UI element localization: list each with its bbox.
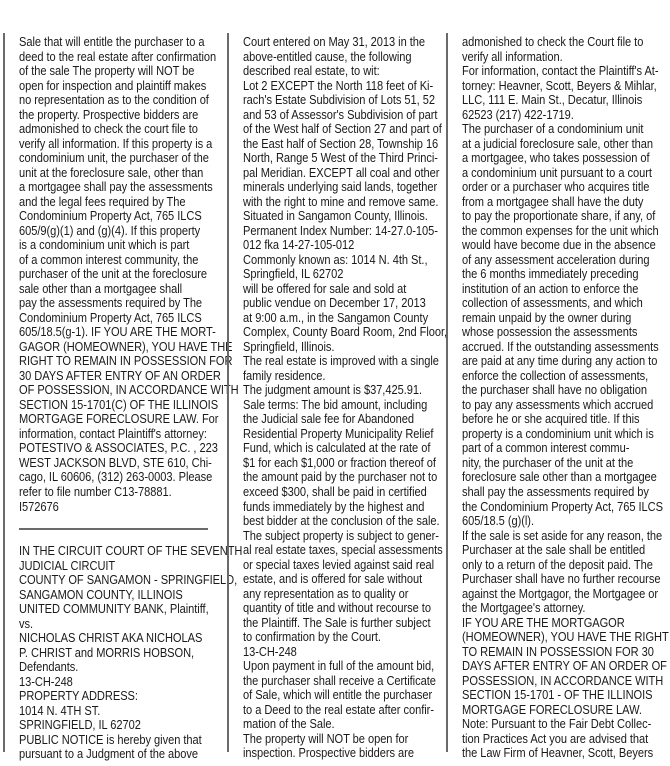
- notice-text-line: Note: Pursuant to the Fair Debt Collec-: [462, 716, 652, 732]
- notice-text-line: 605/18.5 (g)(l).: [462, 513, 534, 529]
- notice-text-line: Sale that will entitle the purchaser to a: [19, 34, 205, 49]
- notice-text-line: family residence.: [243, 367, 326, 383]
- notice-text-line: against the Mortgagor, the Mortgagee or: [462, 585, 659, 601]
- notice-text-line: would have become due in the absence: [462, 237, 656, 253]
- notice-text-line: verify all information. If this property is a: [19, 135, 213, 151]
- notice-text-line: the East half of Section 28, Township 16: [243, 135, 439, 151]
- notice-text-line: 30 DAYS AFTER ENTRY OF AN ORDER: [19, 367, 221, 383]
- notice-text-line: quantity of title and without recourse to: [243, 600, 431, 616]
- notice-text-line: 13-CH-248: [19, 673, 73, 689]
- notice-text-line: PUBLIC NOTICE is hereby given that: [19, 731, 202, 747]
- notice-text-line: shall pay the assessments required by: [462, 483, 649, 499]
- notice-text-line: The subject property is subject to gener-: [243, 527, 439, 543]
- notice-text-line: MORTGAGE FORECLOSURE LAW. For: [19, 411, 219, 427]
- notice-text-line: the common expenses for the unit which: [462, 222, 659, 238]
- notice-text-line: For information, contact the Plaintiff's At-: [462, 63, 659, 79]
- notice-text-line: SECTION 15-1701 - OF THE ILLINOIS: [462, 687, 653, 703]
- notice-text-line: are paid at any time during any action to: [462, 353, 658, 369]
- notice-text-line: admonished to check the Court file to: [462, 34, 644, 49]
- notice-text-line: enforce the collection of assessments,: [462, 367, 649, 383]
- notice-text-line: I572676: [19, 498, 59, 514]
- notice-text-line: Purchaser shall have no further recourse: [462, 571, 661, 587]
- notice-text-line: before he or she acquired title. If this: [462, 411, 640, 427]
- notice-text-line: only to a return of the deposit paid. The: [462, 556, 653, 572]
- notice-text-line: a mortgagee, who takes possession of: [462, 150, 650, 166]
- notice-text-line: tion Practices Act you are advised that: [462, 730, 649, 746]
- notice-text-line: a mortgagee shall pay the assessments: [19, 179, 213, 195]
- notice-text-line: to pay the proportionate share, if any, of: [462, 208, 656, 224]
- notice-text-line: The judgment amount is $37,425.91.: [243, 382, 423, 398]
- notice-text-line: admonished to check the court file to: [19, 121, 198, 137]
- notice-text-line: to a Deed to the real estate after confir-: [243, 701, 434, 717]
- notice-text-line: minerals underlying said lands, together: [243, 179, 438, 195]
- notice-text-line: and 53 of Assessor's Subdivision of part: [243, 106, 438, 122]
- notice-text-line: the purchaser shall receive a Certificate: [243, 672, 436, 688]
- notice-text-line: 012 fka 14-27-105-012: [243, 237, 355, 253]
- notice-text-line: If the sale is set aside for any reason, the: [462, 527, 663, 543]
- notice-text-line: of a common interest community, the: [19, 251, 199, 267]
- legal-notice: [462, 35, 670, 761]
- notice-text-line: collection of assessments, and which: [462, 295, 643, 311]
- notice-text-line: vs.: [19, 615, 34, 631]
- notice-text-line: nity, the purchaser of the unit at the: [462, 454, 634, 470]
- notice-text-line: is a condominium unit which is part: [19, 237, 190, 253]
- notice-text-line: foreclosure sale other than a mortgagee: [462, 469, 657, 485]
- notice-text-line: $1 for each $1,000 or fraction thereof of: [243, 454, 436, 470]
- notice-text-line: above-entitled cause, the following: [243, 48, 412, 64]
- notice-text-line: torney: Heavner, Scott, Beyers & Mihlar,: [462, 77, 657, 93]
- notice-text-line: condominium unit, the purchaser of the: [19, 150, 209, 166]
- notice-text-line: Springfield, Illinois.: [243, 338, 335, 354]
- notice-text-line: funds immediately by the highest and: [243, 498, 425, 514]
- notice-text-line: unit at the foreclosure sale, other than: [19, 164, 204, 180]
- notice-text-line: Permanent Index Number: 14-27.0-105-: [243, 222, 438, 238]
- notice-text-line: (HOMEOWNER), YOU HAVE THE RIGHT: [462, 629, 669, 645]
- notice-text-line: UNITED COMMUNITY BANK, Plaintiff,: [19, 601, 209, 617]
- notice-text-line: no representation as to the condition of: [19, 92, 209, 108]
- notice-text-line: accrued. If the outstanding assessments: [462, 338, 659, 354]
- notice-text-line: RIGHT TO REMAIN IN POSSESSION FOR: [19, 353, 233, 369]
- column-2-content: [243, 34, 448, 761]
- notice-text-line: the Condominium Property Act, 765 ILCS: [462, 498, 663, 514]
- notice-text-line: of Sale, which will entitle the purchaser: [243, 687, 433, 703]
- notice-text-line: 605/18.5(g-1). IF YOU ARE THE MORT-: [19, 324, 216, 340]
- legal-notice: [19, 34, 239, 514]
- notice-text-line: NICHOLAS CHRIST AKA NICHOLAS: [19, 630, 203, 646]
- notice-text-line: The purchaser of a condominium unit: [462, 121, 644, 137]
- notice-text-line: and the legal fees required by The: [19, 193, 186, 209]
- notice-text-line: mation of the Sale.: [243, 716, 335, 732]
- notice-text-line: order or a purchaser who acquires title: [462, 179, 650, 195]
- notice-text-line: Commonly known as: 1014 N. 4th St.,: [243, 251, 428, 267]
- notice-text-line: the amount paid by the purchaser not to: [243, 469, 438, 485]
- notice-text-line: Purchaser at the sale shall be entitled: [462, 542, 646, 558]
- notice-text-line: sale other than a mortgagee shall: [19, 280, 183, 296]
- notice-text-line: SPRINGFIELD, IL 62702: [19, 717, 141, 733]
- notice-text-line: best bidder at the conclusion of the sale.: [243, 513, 440, 529]
- notice-text-line: al real estate taxes, special assessments: [243, 542, 443, 558]
- notice-text-line: estate, and is offered for sale without: [243, 571, 423, 587]
- notice-text-line: JUDICIAL CIRCUIT: [19, 557, 116, 573]
- notice-text-line: any representation as to quality or: [243, 585, 409, 601]
- notice-text-line: WEST JACKSON BLVD, STE 610, Chi-: [19, 454, 212, 470]
- notice-text-line: rach's Estate Subdivision of Lots 51, 52: [243, 92, 435, 108]
- notice-text-line: 605/9(g)(1) and (g)(4). If this property: [19, 222, 201, 238]
- notice-text-line: institution of an action to enforce the: [462, 280, 639, 296]
- legal-notice: [19, 543, 243, 762]
- notice-text-line: inspection. Prospective bidders are: [243, 745, 414, 761]
- notice-text-line: exceed $300, shall be paid in certified: [243, 483, 427, 499]
- notice-text-line: Situated in Sangamon County, Illinois.: [243, 208, 428, 224]
- notice-text-line: purchaser of the unit at the foreclosure: [19, 266, 207, 282]
- notice-text-line: TO REMAIN IN POSSESSION FOR 30: [462, 643, 654, 659]
- notice-text-line: pal Meridian. EXCEPT all coal and other: [243, 164, 440, 180]
- notice-text-line: 1014 N. 4TH ST.: [19, 702, 101, 718]
- notice-text-line: a condominium unit pursuant to a court: [462, 164, 652, 180]
- notice-separator: [19, 528, 208, 530]
- notice-text-line: PROPERTY ADDRESS:: [19, 688, 138, 704]
- notice-text-line: Condominium Property Act, 765 ILCS: [19, 309, 202, 325]
- notice-text-line: of the West half of Section 27 and part of: [243, 121, 442, 137]
- notice-text-line: to confirmation by the Court.: [243, 629, 381, 645]
- notice-text-line: 62523 (217) 422-1719.: [462, 106, 574, 122]
- notice-text-line: the Judicial sale fee for Abandoned: [243, 411, 414, 427]
- notice-text-line: at 9:00 a.m., in the Sangamon County: [243, 309, 429, 325]
- notice-text-line: refer to file number C13-78881.: [19, 483, 172, 499]
- notice-text-line: Lot 2 EXCEPT the North 118 feet of Ki-: [243, 77, 434, 93]
- notice-text-line: LLC, 111 E. Main St., Decatur, Illinois: [462, 92, 643, 108]
- notice-text-line: The property will NOT be open for: [243, 730, 409, 746]
- notice-text-line: POTESTIVO & ASSOCIATES, P.C. , 223: [19, 440, 218, 456]
- notice-text-line: cago, IL 60606, (312) 263-0003. Please: [19, 469, 213, 485]
- notice-text-line: IN THE CIRCUIT COURT OF THE SEVENTH: [19, 543, 243, 559]
- notice-text-line: the purchaser shall have no obligation: [462, 382, 648, 398]
- notice-text-line: deed to the real estate after confirmation: [19, 48, 217, 64]
- notice-text-line: with the right to mine and remove same.: [243, 193, 439, 209]
- notice-text-line: the 6 months immediately preceding: [462, 266, 639, 282]
- notice-text-line: of the sale The property will NOT be: [19, 63, 195, 79]
- notice-text-line: the property. Prospective bidders are: [19, 106, 199, 122]
- notice-text-line: at a judicial foreclosure sale, other than: [462, 135, 653, 151]
- notice-text-line: Springfield, IL 62702: [243, 266, 344, 282]
- notice-text-line: will be offered for sale and sold at: [243, 280, 407, 296]
- notice-text-line: Condominium Property Act, 765 ILCS: [19, 208, 202, 224]
- notice-text-line: 13-CH-248: [243, 643, 297, 659]
- column-3: [446, 33, 670, 761]
- column-1-content: [19, 34, 243, 762]
- notice-text-line: whose possession the assessments: [462, 324, 638, 340]
- notice-text-line: The real estate is improved with a single: [243, 353, 439, 369]
- notice-text-line: North, Range 5 West of the Third Princi-: [243, 150, 438, 166]
- notice-text-line: Upon payment in full of the amount bid,: [243, 658, 435, 674]
- notice-text-line: pay the assessments required by The: [19, 295, 203, 311]
- notice-text-line: the Law Firm of Heavner, Scott, Beyers: [462, 745, 654, 761]
- notice-text-line: P. CHRIST and MORRIS HOBSON,: [19, 644, 195, 660]
- column-3-content: [462, 35, 670, 761]
- notice-text-line: part of a common interest commu-: [462, 440, 630, 456]
- notice-text-line: Defendants.: [19, 659, 79, 675]
- notice-text-line: of any assessment acceleration during: [462, 251, 650, 267]
- notice-text-line: to pay any assessments which accrued: [462, 396, 654, 412]
- notice-text-line: described real estate, to wit:: [243, 63, 380, 79]
- notice-text-line: property is a condominium unit which is: [462, 425, 654, 441]
- column-2: [227, 33, 448, 761]
- notice-text-line: GAGOR (HOMEOWNER), YOU HAVE THE: [19, 338, 233, 354]
- notice-text-line: IF YOU ARE THE MORTGAGOR: [462, 614, 625, 630]
- notice-text-line: OF POSSESSION, IN ACCORDANCE WITH: [19, 382, 239, 398]
- notice-text-line: Sale terms: The bid amount, including: [243, 396, 428, 412]
- notice-text-line: the Plaintiff. The Sale is further subject: [243, 614, 431, 630]
- notice-text-line: pursuant to a Judgment of the above: [19, 746, 198, 762]
- notice-text-line: verify all information.: [462, 48, 563, 64]
- notice-text-line: public vendue on December 17, 2013: [243, 295, 426, 311]
- notice-text-line: the Mortgagee's attorney.: [462, 600, 586, 616]
- notice-text-line: remain unpaid by the owner during: [462, 309, 632, 325]
- notice-text-line: MORTGAGE FORECLOSURE LAW.: [462, 701, 642, 717]
- notice-text-line: open for inspection and plaintiff makes: [19, 77, 207, 93]
- notice-text-line: Complex, County Board Room, 2nd Floor,: [243, 324, 448, 340]
- legal-notice: [243, 34, 448, 761]
- notice-text-line: DAYS AFTER ENTRY OF AN ORDER OF: [462, 658, 667, 674]
- notice-text-line: SECTION 15-1701(C) OF THE ILLINOIS: [19, 396, 219, 412]
- notice-text-line: information, contact Plaintiff's attorney:: [19, 425, 207, 441]
- notice-text-line: SANGAMON COUNTY, ILLINOIS: [19, 586, 183, 602]
- column-1: [3, 33, 243, 762]
- notice-text-line: COUNTY OF SANGAMON - SPRINGFIELD,: [19, 572, 238, 588]
- notice-text-line: or special taxes levied against said real: [243, 556, 435, 572]
- notice-text-line: Residential Property Municipality Relief: [243, 425, 434, 441]
- notice-text-line: Fund, which is calculated at the rate of: [243, 440, 431, 456]
- notice-text-line: from a mortgagee shall have the duty: [462, 193, 644, 209]
- notice-text-line: POSSESSION, IN ACCORDANCE WITH: [462, 672, 664, 688]
- notice-text-line: Court entered on May 31, 2013 in the: [243, 34, 426, 49]
